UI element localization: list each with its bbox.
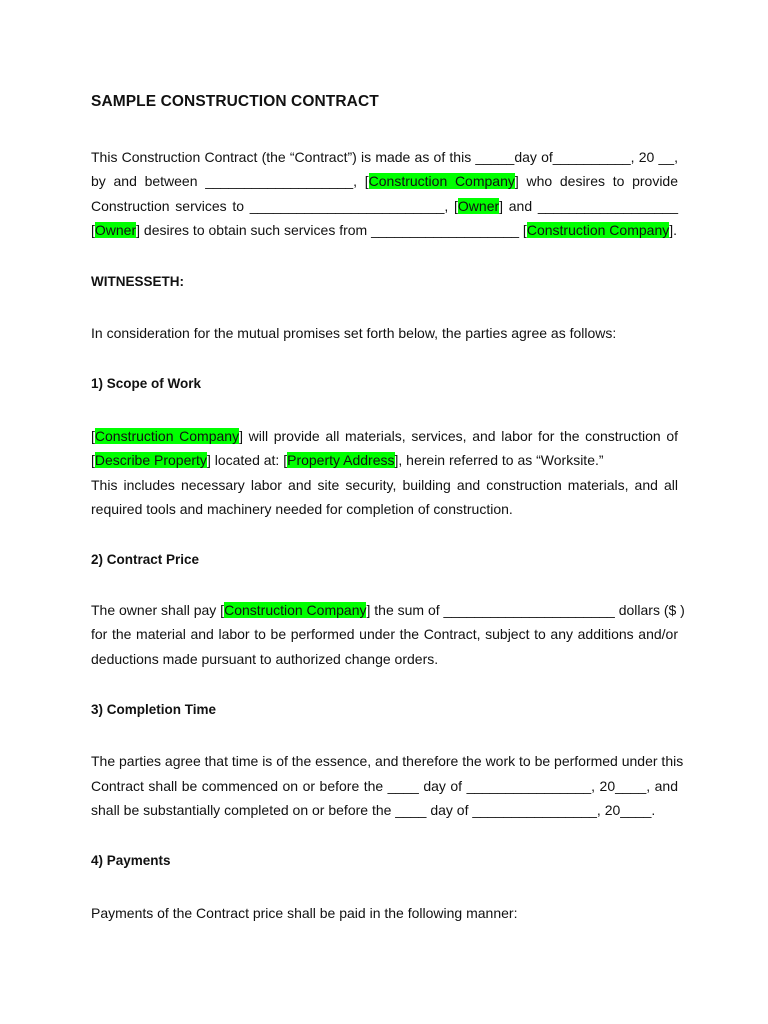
text-run: [: [91, 222, 95, 238]
text-run: ] desires to obtain such services from ___________________ [: [136, 222, 527, 238]
placeholder-owner: Owner: [94, 222, 137, 238]
text-run: ] located at: [: [206, 452, 288, 468]
text-run: The owner shall pay [: [91, 602, 225, 618]
text-run: by and between ___________________, [: [91, 173, 369, 189]
section-heading-completion-time: 3) Completion Time: [91, 702, 217, 717]
completion-line-1: The parties agree that time is of the essence, and therefore the work to be performed under this: [91, 753, 684, 769]
section-heading-contract-price: 2) Contract Price: [91, 552, 200, 567]
text-run: ] and __________________: [499, 198, 678, 214]
consideration-text: In consideration for the mutual promises set forth below, the parties agree as follows:: [91, 325, 617, 341]
placeholder-owner: Owner: [457, 198, 500, 214]
section-heading-payments: 4) Payments: [91, 853, 171, 868]
placeholder-describe-property: Describe Property: [94, 452, 207, 468]
scope-line-3: This includes necessary labor and site security, building and construction materials, and all: [91, 477, 678, 493]
placeholder-construction-company: Construction Company: [224, 602, 367, 618]
text-run: ] the sum of ______________________ dollars ($ ): [366, 602, 685, 618]
intro-line-3: [91, 197, 678, 215]
scope-line-1: [91, 427, 678, 445]
scope-line-2: [91, 451, 678, 469]
placeholder-construction-company: Construction Company: [368, 173, 515, 189]
text-run: Construction services to _________________________, [: [91, 198, 458, 214]
completion-line-3: shall be substantially completed on or before the ____ day of ________________, 20____.: [91, 802, 656, 818]
section-heading-scope-of-work: 1) Scope of Work: [91, 376, 202, 391]
payments-line-1: Payments of the Contract price shall be paid in the following manner:: [91, 905, 518, 921]
price-line-2: for the material and labor to be performed under the Contract, subject to any additions and/or: [91, 626, 678, 642]
price-line-3: deductions made pursuant to authorized change orders.: [91, 651, 439, 667]
intro-line-1: This Construction Contract (the “Contract”) is made as of this _____day of__________, 20 __,: [91, 149, 678, 165]
price-line-1: [91, 601, 685, 619]
document-title: SAMPLE CONSTRUCTION CONTRACT: [91, 93, 379, 110]
placeholder-construction-company: Construction Company: [526, 222, 670, 238]
placeholder-property-address: Property Address: [287, 452, 395, 468]
text-run: ] will provide all materials, services, and labor for the construction of: [239, 428, 679, 444]
text-run: [: [91, 452, 95, 468]
text-run: ].: [669, 222, 678, 238]
witnesseth-heading: WITNESSETH:: [91, 274, 184, 289]
text-run: [: [91, 428, 95, 444]
placeholder-construction-company: Construction Company: [94, 428, 240, 444]
scope-line-4: required tools and machinery needed for completion of construction.: [91, 501, 513, 517]
completion-line-2: Contract shall be commenced on or before the ____ day of ________________, 20____, and: [91, 778, 678, 794]
text-run: ] who desires to provide: [514, 173, 679, 189]
intro-line-4: [91, 221, 678, 239]
text-run: ], herein referred to as “Worksite.”: [394, 452, 604, 468]
intro-line-2: [91, 172, 678, 190]
